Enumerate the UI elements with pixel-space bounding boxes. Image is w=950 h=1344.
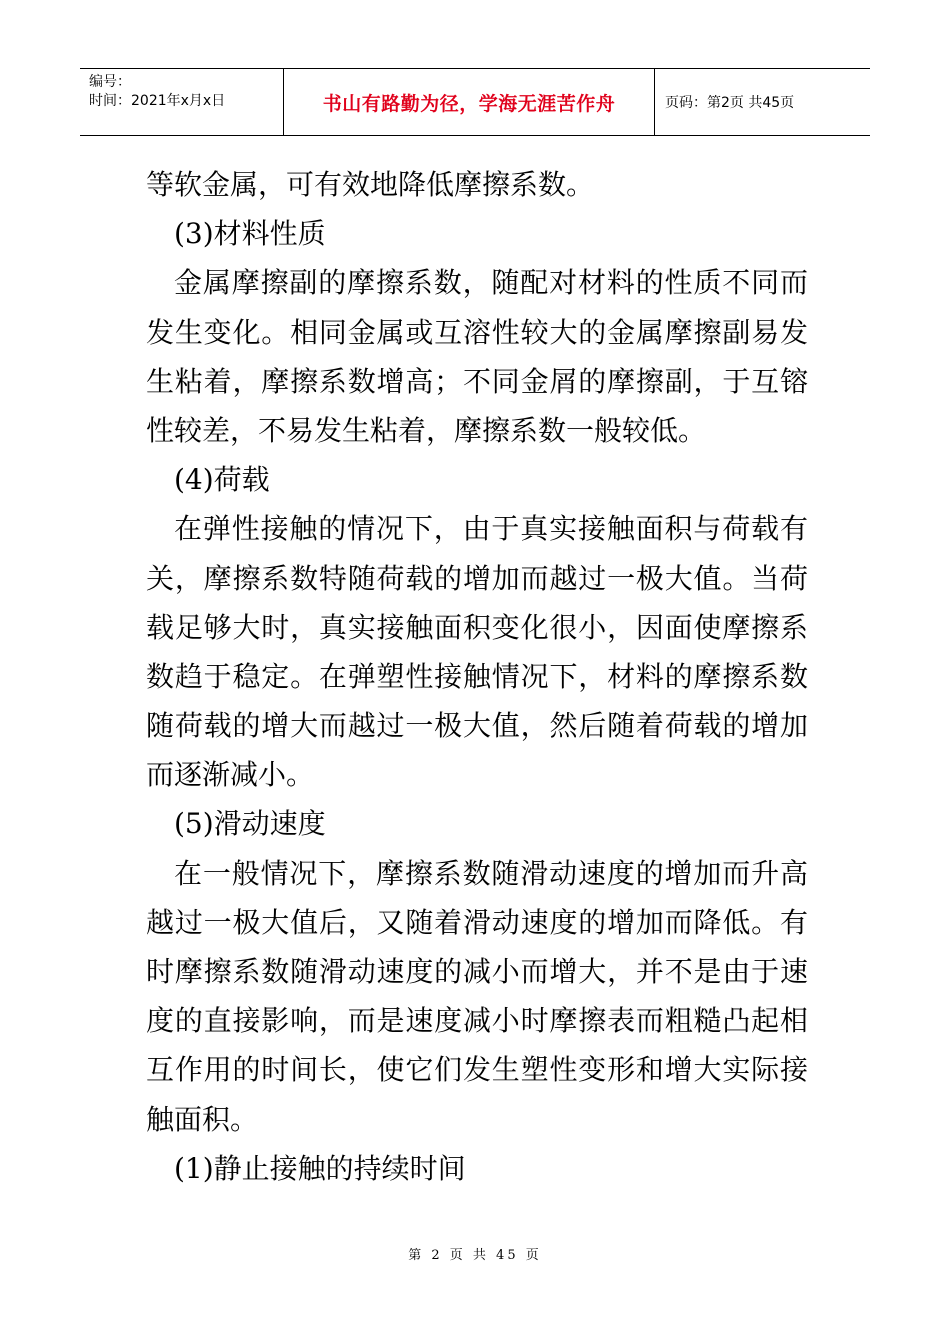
text-line: (5)滑动速度 <box>174 807 326 841</box>
text-line: 互作用的时间长，使它们发生塑性变形和增大实际接 <box>146 1053 808 1087</box>
text-line: 度的直接影响，而是速度减小时摩擦表而粗糙凸起相 <box>146 1004 808 1038</box>
time-label: 时间：2021年x月x日 <box>89 93 226 109</box>
text-line: (3)材料性质 <box>174 217 326 251</box>
header-page-info: 页码：第2页 共45页 <box>665 95 795 111</box>
text-line: 关，摩擦系数特随荷载的增加而越过一极大值。当荷 <box>146 561 808 595</box>
text-line: 数趋于稳定。在弹塑性接触情况下，材料的摩擦系数 <box>146 659 808 693</box>
text-line: 随荷载的增大而越过一极大值，然后随着荷载的增加 <box>146 709 808 743</box>
text-line: (4)荷载 <box>174 463 270 497</box>
text-line: 发生变化。相同金属或互溶性较大的金属摩擦副易发 <box>146 315 808 349</box>
document-body <box>146 160 808 1193</box>
page-footer: 第 2 页 共 45 页 <box>408 1248 542 1263</box>
text-line: 在弹性接触的情况下，由于真实接触面积与荷载有 <box>174 512 808 546</box>
text-line: 越过一极大值后，又随着滑动速度的增加而降低。有 <box>146 905 808 939</box>
text-line: (1)静止接触的持续时间 <box>174 1151 466 1185</box>
text-line: 而逐渐减小。 <box>146 758 315 792</box>
text-line: 性较差，不易发生粘着，摩擦系数一般较低。 <box>146 413 707 447</box>
text-line: 触面积。 <box>146 1102 259 1136</box>
text-line: 载足够大时，真实接触面积变化很小，因面使摩擦系 <box>146 610 808 644</box>
text-line: 生粘着，摩擦系数增高；不同金屑的摩擦副，于互镕 <box>146 364 808 398</box>
text-line: 等软金属，可有效地降低摩擦系数。 <box>146 168 595 201</box>
header-meta <box>80 69 283 135</box>
text-line: 在一般情况下，摩擦系数随滑动速度的增加而升高 <box>174 856 808 890</box>
text-line: 时摩擦系数随滑动速度的减小而增大，并不是由于速 <box>146 955 808 988</box>
page-header <box>80 68 870 136</box>
text-line: 金属摩擦副的摩擦系数，随配对材料的性质不同而 <box>174 266 808 300</box>
header-motto: 书山有路勤为径，学海无涯苦作舟 <box>283 69 655 135</box>
number-label: 编号： <box>89 74 131 90</box>
